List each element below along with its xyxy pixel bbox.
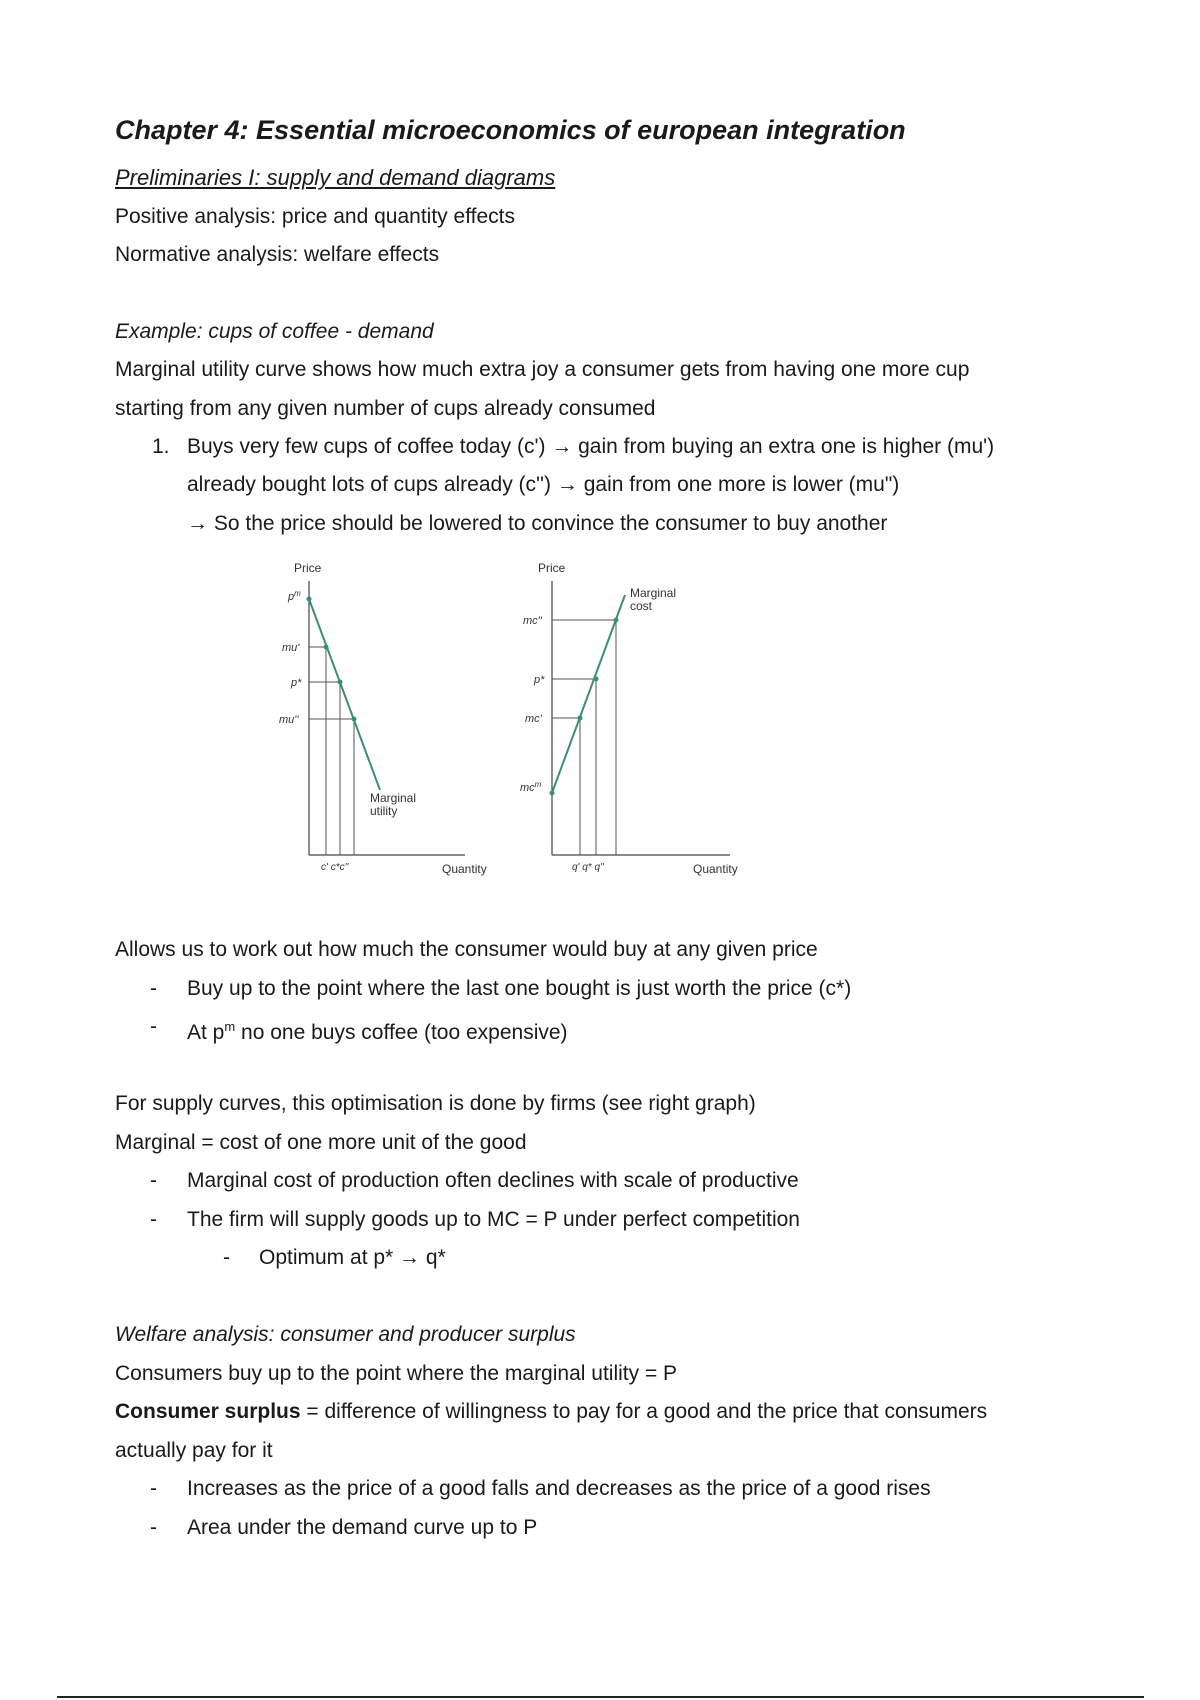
right-ytick-mc2: mc'' [523, 615, 542, 627]
bullet-marker: - [150, 977, 157, 1000]
list-item-line3: → So the price should be lowered to convince the consumer to buy another [187, 512, 888, 535]
bullet-marker: - [150, 1516, 157, 1539]
footer-divider [57, 1696, 1144, 1698]
bullet-buy-up: Buy up to the point where the last one bought is just worth the price (c*) [187, 977, 852, 1000]
left-point-mu1 [324, 645, 329, 650]
left-ytick-pm: $p^m$ [288, 589, 301, 603]
bullet-marker: - [223, 1246, 230, 1269]
supply-line2: Marginal = cost of one more unit of the good [115, 1131, 527, 1154]
bullet-at-pm-sup: m [224, 1019, 236, 1034]
bullet-marginal-cost: Marginal cost of production often declines with scale of productive [187, 1169, 799, 1192]
left-ytick-mu1: mu' [282, 642, 300, 654]
consumer-surplus-line2: actually pay for it [115, 1439, 273, 1462]
right-xticks: q' q* q'' [572, 862, 604, 873]
left-ytick-pstar: p* [291, 677, 302, 689]
supply-line1: For supply curves, this optimisation is done by firms (see right graph) [115, 1092, 756, 1115]
right-point-pstar [594, 677, 599, 682]
right-xlabel: Quantity [693, 862, 738, 876]
right-curve-label1: Marginal [630, 586, 677, 600]
marginal-cost-curve [552, 595, 625, 793]
right-ytick-mc1: mc' [525, 713, 542, 725]
right-point-mcm [550, 791, 555, 796]
bullet-firm-supply: The firm will supply goods up to MC = P under perfect competition [187, 1208, 800, 1231]
bullet-at-pm-prefix: At p [187, 1021, 225, 1044]
left-curve-label2: utility [370, 804, 398, 818]
chapter-title: Chapter 4: Essential microeconomics of european integration [115, 115, 906, 145]
positive-analysis-line: Positive analysis: price and quantity effects [115, 205, 515, 228]
right-curve-label2: cost [630, 599, 653, 613]
right-ylabel: Price [538, 561, 566, 575]
example-paragraph-line1: Marginal utility curve shows how much extra joy a consumer gets from having one more cup [115, 358, 970, 381]
left-curve-label1: Marginal [370, 791, 417, 805]
marginal-cost-diagram [520, 561, 738, 876]
supply-demand-figure [270, 555, 770, 885]
left-point-pstar [338, 680, 343, 685]
list-number: 1. [152, 435, 170, 458]
bullet-marker: - [150, 1169, 157, 1192]
left-point-pm [307, 597, 312, 602]
welfare-heading: Welfare analysis: consumer and producer surplus [115, 1323, 576, 1346]
after-figure-line: Allows us to work out how much the consumer would buy at any given price [115, 938, 818, 961]
bullet-marker: - [150, 1208, 157, 1231]
sub-bullet-optimum: Optimum at p* → q* [259, 1246, 446, 1269]
right-point-mc1 [578, 716, 583, 721]
list-item-line1: Buys very few cups of coffee today (c') → gain from buying an extra one is higher (mu') [187, 435, 995, 458]
right-point-mc2 [614, 618, 619, 623]
left-point-mu2 [352, 717, 357, 722]
example-heading: Example: cups of coffee - demand [115, 320, 434, 343]
right-ytick-mcm: $mc^m$ [520, 780, 542, 794]
bullet-marker: - [150, 1477, 157, 1500]
bullet-area: Area under the demand curve up to P [187, 1516, 538, 1539]
example-paragraph-line2: starting from any given number of cups already consumed [115, 397, 656, 420]
left-ytick-mu2: mu'' [279, 714, 299, 726]
welfare-line1: Consumers buy up to the point where the marginal utility = P [115, 1362, 678, 1385]
list-item-line2: already bought lots of cups already (c'') → gain from one more is lower (mu") [187, 473, 900, 496]
bullet-at-pm-rest: no one buys coffee (too expensive) [241, 1021, 568, 1044]
consumer-surplus-definition [115, 1399, 987, 1425]
bullet-marker: - [150, 1015, 157, 1038]
consumer-surplus-rest: = difference of willingness to pay for a good and the price that consumers [300, 1400, 988, 1423]
consumer-surplus-term: Consumer surplus [115, 1400, 301, 1423]
left-ylabel: Price [294, 561, 322, 575]
left-xlabel: Quantity [442, 862, 487, 876]
marginal-utility-curve [309, 599, 380, 790]
bullet-at-pm [187, 1014, 568, 1046]
normative-analysis-line: Normative analysis: welfare effects [115, 243, 440, 266]
left-xticks: c' c*c'' [321, 862, 349, 873]
bullet-increases: Increases as the price of a good falls and decreases as the price of a good rises [187, 1477, 931, 1500]
marginal-utility-diagram [279, 561, 487, 876]
section-heading-preliminaries: Preliminaries I: supply and demand diagrams [115, 165, 556, 190]
right-ytick-pstar: p* [534, 674, 545, 686]
